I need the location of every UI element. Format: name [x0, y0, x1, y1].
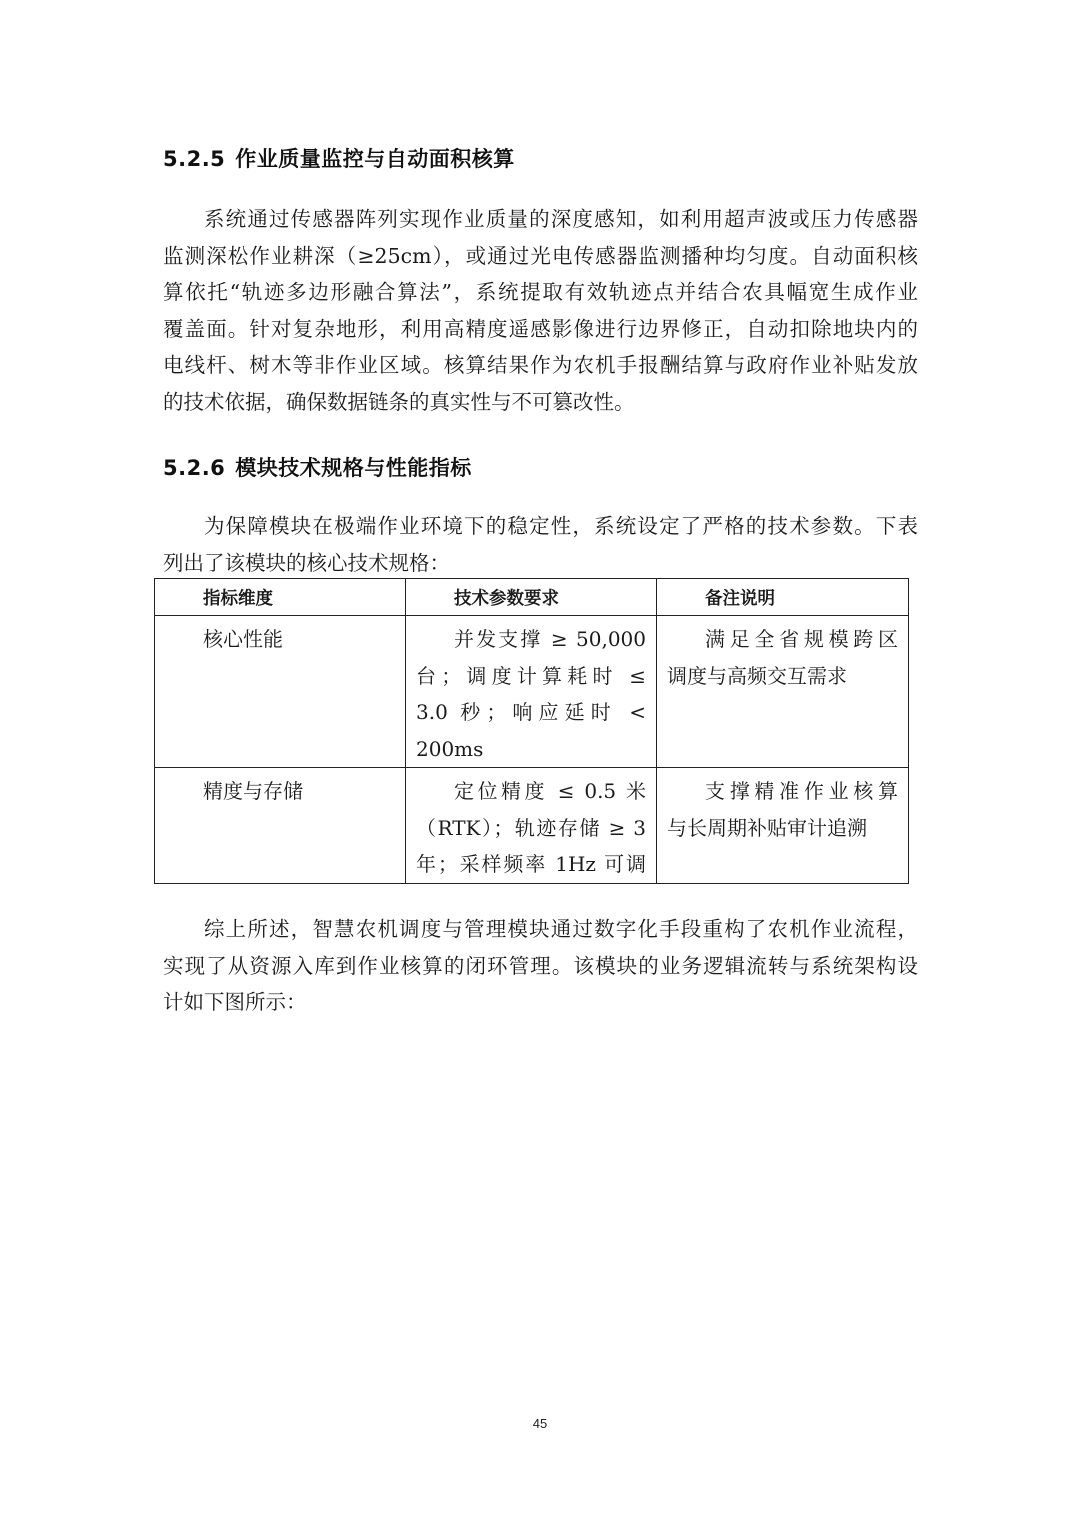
- cell-line: 定位精度 ≤ 0.5 米: [454, 779, 646, 803]
- cell-line: 年；采样频率 1Hz 可调: [416, 852, 646, 876]
- section-525-title: 作业质量监控与自动面积核算: [235, 147, 515, 171]
- table-header-cell: 指标维度: [155, 579, 406, 616]
- paragraph-line: 监测深松作业耕深（≥25cm），或通过光电传感器监测播种均匀度。自动面积核: [163, 243, 918, 268]
- cell-line: （RTK）；轨迹存储 ≥ 3: [416, 815, 646, 840]
- table-header-cell: 备注说明: [657, 579, 909, 616]
- table-cell-dimension: 精度与存储: [155, 768, 406, 884]
- section-526-title: 模块技术规格与性能指标: [235, 456, 472, 480]
- paragraph-line: 电线杆、树木等非作业区域。核算结果作为农机手报酬结算与政府作业补贴发放: [163, 353, 918, 378]
- paragraph-line: 为保障模块在极端作业环境下的稳定性，系统设定了严格的技术参数。下表: [204, 514, 918, 538]
- cell-line: 与长周期补贴审计追溯: [667, 815, 867, 840]
- section-525-heading: [163, 143, 515, 173]
- table-header-cell: 技术参数要求: [406, 579, 657, 616]
- cell-line: 台；调度计算耗时 ≤: [416, 663, 646, 688]
- cell-line: 并发支撑 ≥ 50,000: [454, 627, 646, 651]
- cell-line: 调度与高频交互需求: [667, 663, 847, 688]
- paragraph-line: 覆盖面。针对复杂地形，利用高精度遥感影像进行边界修正，自动扣除地块内的: [163, 316, 918, 341]
- paragraph-line: 计如下图所示：: [163, 990, 307, 1015]
- cell-line: 3.0 秒；响应延时 <: [416, 700, 646, 724]
- table-cell-note: [657, 768, 909, 884]
- spec-table: [154, 578, 909, 884]
- table-cell-dimension: 核心性能: [155, 616, 406, 768]
- paragraph-line: 列出了该模块的核心技术规格：: [163, 550, 450, 575]
- paragraph-line: 系统通过传感器阵列实现作业质量的深度感知，如利用超声波或压力传感器: [204, 207, 918, 231]
- section-526-number: 5.2.6: [163, 456, 226, 480]
- table-row: [155, 768, 909, 884]
- section-525-paragraph: [163, 201, 918, 421]
- table-cell-spec: [406, 768, 657, 884]
- paragraph-line: 算依托“轨迹多边形融合算法”，系统提取有效轨迹点并结合农具幅宽生成作业: [163, 280, 918, 305]
- paragraph-line: 综上所述，智慧农机调度与管理模块通过数字化手段重构了农机作业流程，: [204, 917, 918, 941]
- page-number: 45: [532, 1416, 548, 1431]
- cell-line: 支撑精准作业核算: [705, 779, 898, 803]
- summary-paragraph: [163, 911, 918, 1021]
- table-cell-note: [657, 616, 909, 768]
- section-526-heading: [163, 452, 472, 482]
- cell-line: 200ms: [416, 736, 484, 761]
- table-cell-spec: [406, 616, 657, 768]
- table-header-row: [155, 579, 909, 616]
- paragraph-line: 的技术依据，确保数据链条的真实性与不可篡改性。: [163, 389, 635, 414]
- paragraph-line: 实现了从资源入库到作业核算的闭环管理。该模块的业务逻辑流转与系统架构设: [163, 953, 918, 978]
- cell-line: 满足全省规模跨区: [705, 627, 898, 651]
- section-525-number: 5.2.5: [163, 147, 226, 171]
- table-row: [155, 616, 909, 768]
- section-526-paragraph: [163, 508, 918, 581]
